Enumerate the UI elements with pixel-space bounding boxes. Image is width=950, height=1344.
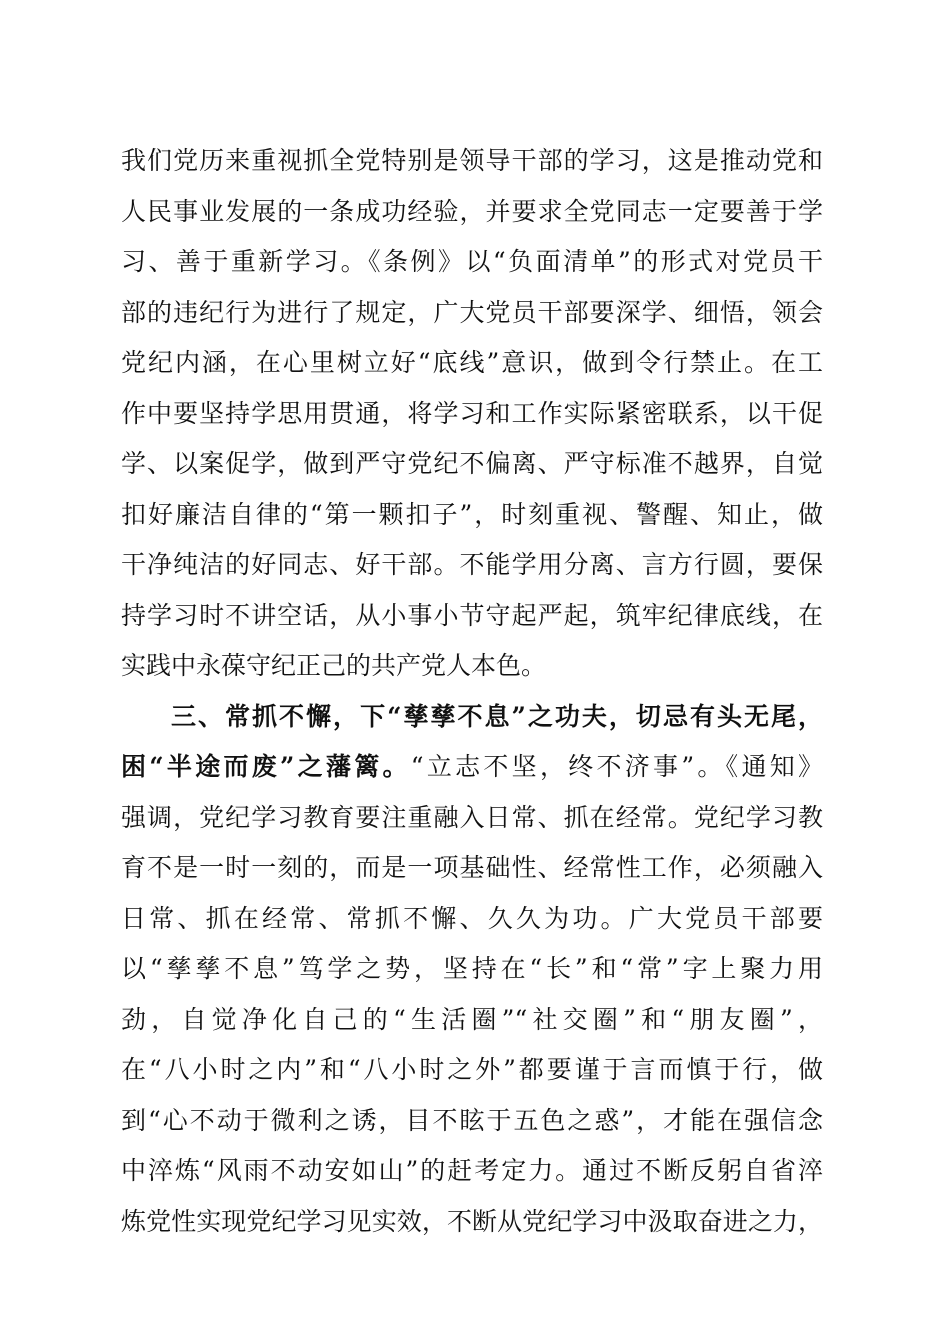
document-body <box>121 136 823 1247</box>
paragraph-line: 到“心不动于微利之诱，目不眩于五色之惑”，才能在强信念 <box>121 1105 823 1135</box>
paragraph-line: 干净纯洁的好同志、好干部。不能学用分离、言方行圆，要保 <box>121 550 823 579</box>
section-heading-tail: 困“半途而废”之藩篱。 <box>121 752 411 781</box>
paragraph-line: 实践中永葆守纪正己的共产党人本色。 <box>121 651 547 680</box>
section-heading-continuation <box>121 742 823 793</box>
paragraph-line: 日常、抓在经常、常抓不懈、久久为功。广大党员干部要 <box>121 903 823 933</box>
paragraph-line: 以“孳孳不息”笃学之势，坚持在“长”和“常”字上聚力用 <box>121 954 823 983</box>
paragraph-line: 强调，党纪学习教育要注重融入日常、抓在经常。党纪学习教 <box>121 802 823 832</box>
paragraph-line: 部的违纪行为进行了规定，广大党员干部要深学、细悟，领会 <box>121 297 823 327</box>
paragraph-line: 在“八小时之内”和“八小时之外”都要谨于言而慎于行，做 <box>121 1055 823 1084</box>
paragraph-line: 育不是一时一刻的，而是一项基础性、经常性工作，必须融入 <box>121 853 823 882</box>
paragraph-line: 持学习时不讲空话，从小事小节守起严起，筑牢纪律底线，在 <box>121 600 823 630</box>
paragraph-line: 炼党性实现党纪学习见实效，不断从党纪学习中汲取奋进之力， <box>121 1206 823 1236</box>
section-text-start: “立志不坚，终不济事”。《通知》 <box>410 752 823 781</box>
paragraph-line: 党纪内涵，在心里树立好“底线”意识，做到令行禁止。在工 <box>121 348 823 377</box>
paragraph-line: 扣好廉洁自律的“第一颗扣子”，时刻重视、警醒、知止，做 <box>121 499 823 529</box>
paragraph-line: 作中要坚持学思用贯通，将学习和工作实际紧密联系，以干促 <box>121 398 823 428</box>
paragraph-line: 我们党历来重视抓全党特别是领导干部的学习，这是推动党和 <box>121 146 823 175</box>
paragraph-line: 人民事业发展的一条成功经验，并要求全党同志一定要善于学 <box>121 196 823 226</box>
paragraph-line: 学、以案促学，做到严守党纪不偏离、严守标准不越界，自觉 <box>121 449 823 478</box>
paragraph-line: 劲，自觉净化自己的“生活圈”“社交圈”和“朋友圈”， <box>121 1004 823 1034</box>
paragraph-line: 习、善于重新学习。《条例》以“负面清单”的形式对党员干 <box>121 247 823 276</box>
section-heading: 三、常抓不懈，下“孳孳不息”之功夫，切忌有头无尾， <box>171 701 823 731</box>
paragraph-line: 中淬炼“风雨不动安如山”的赶考定力。通过不断反躬自省淬 <box>121 1156 823 1185</box>
